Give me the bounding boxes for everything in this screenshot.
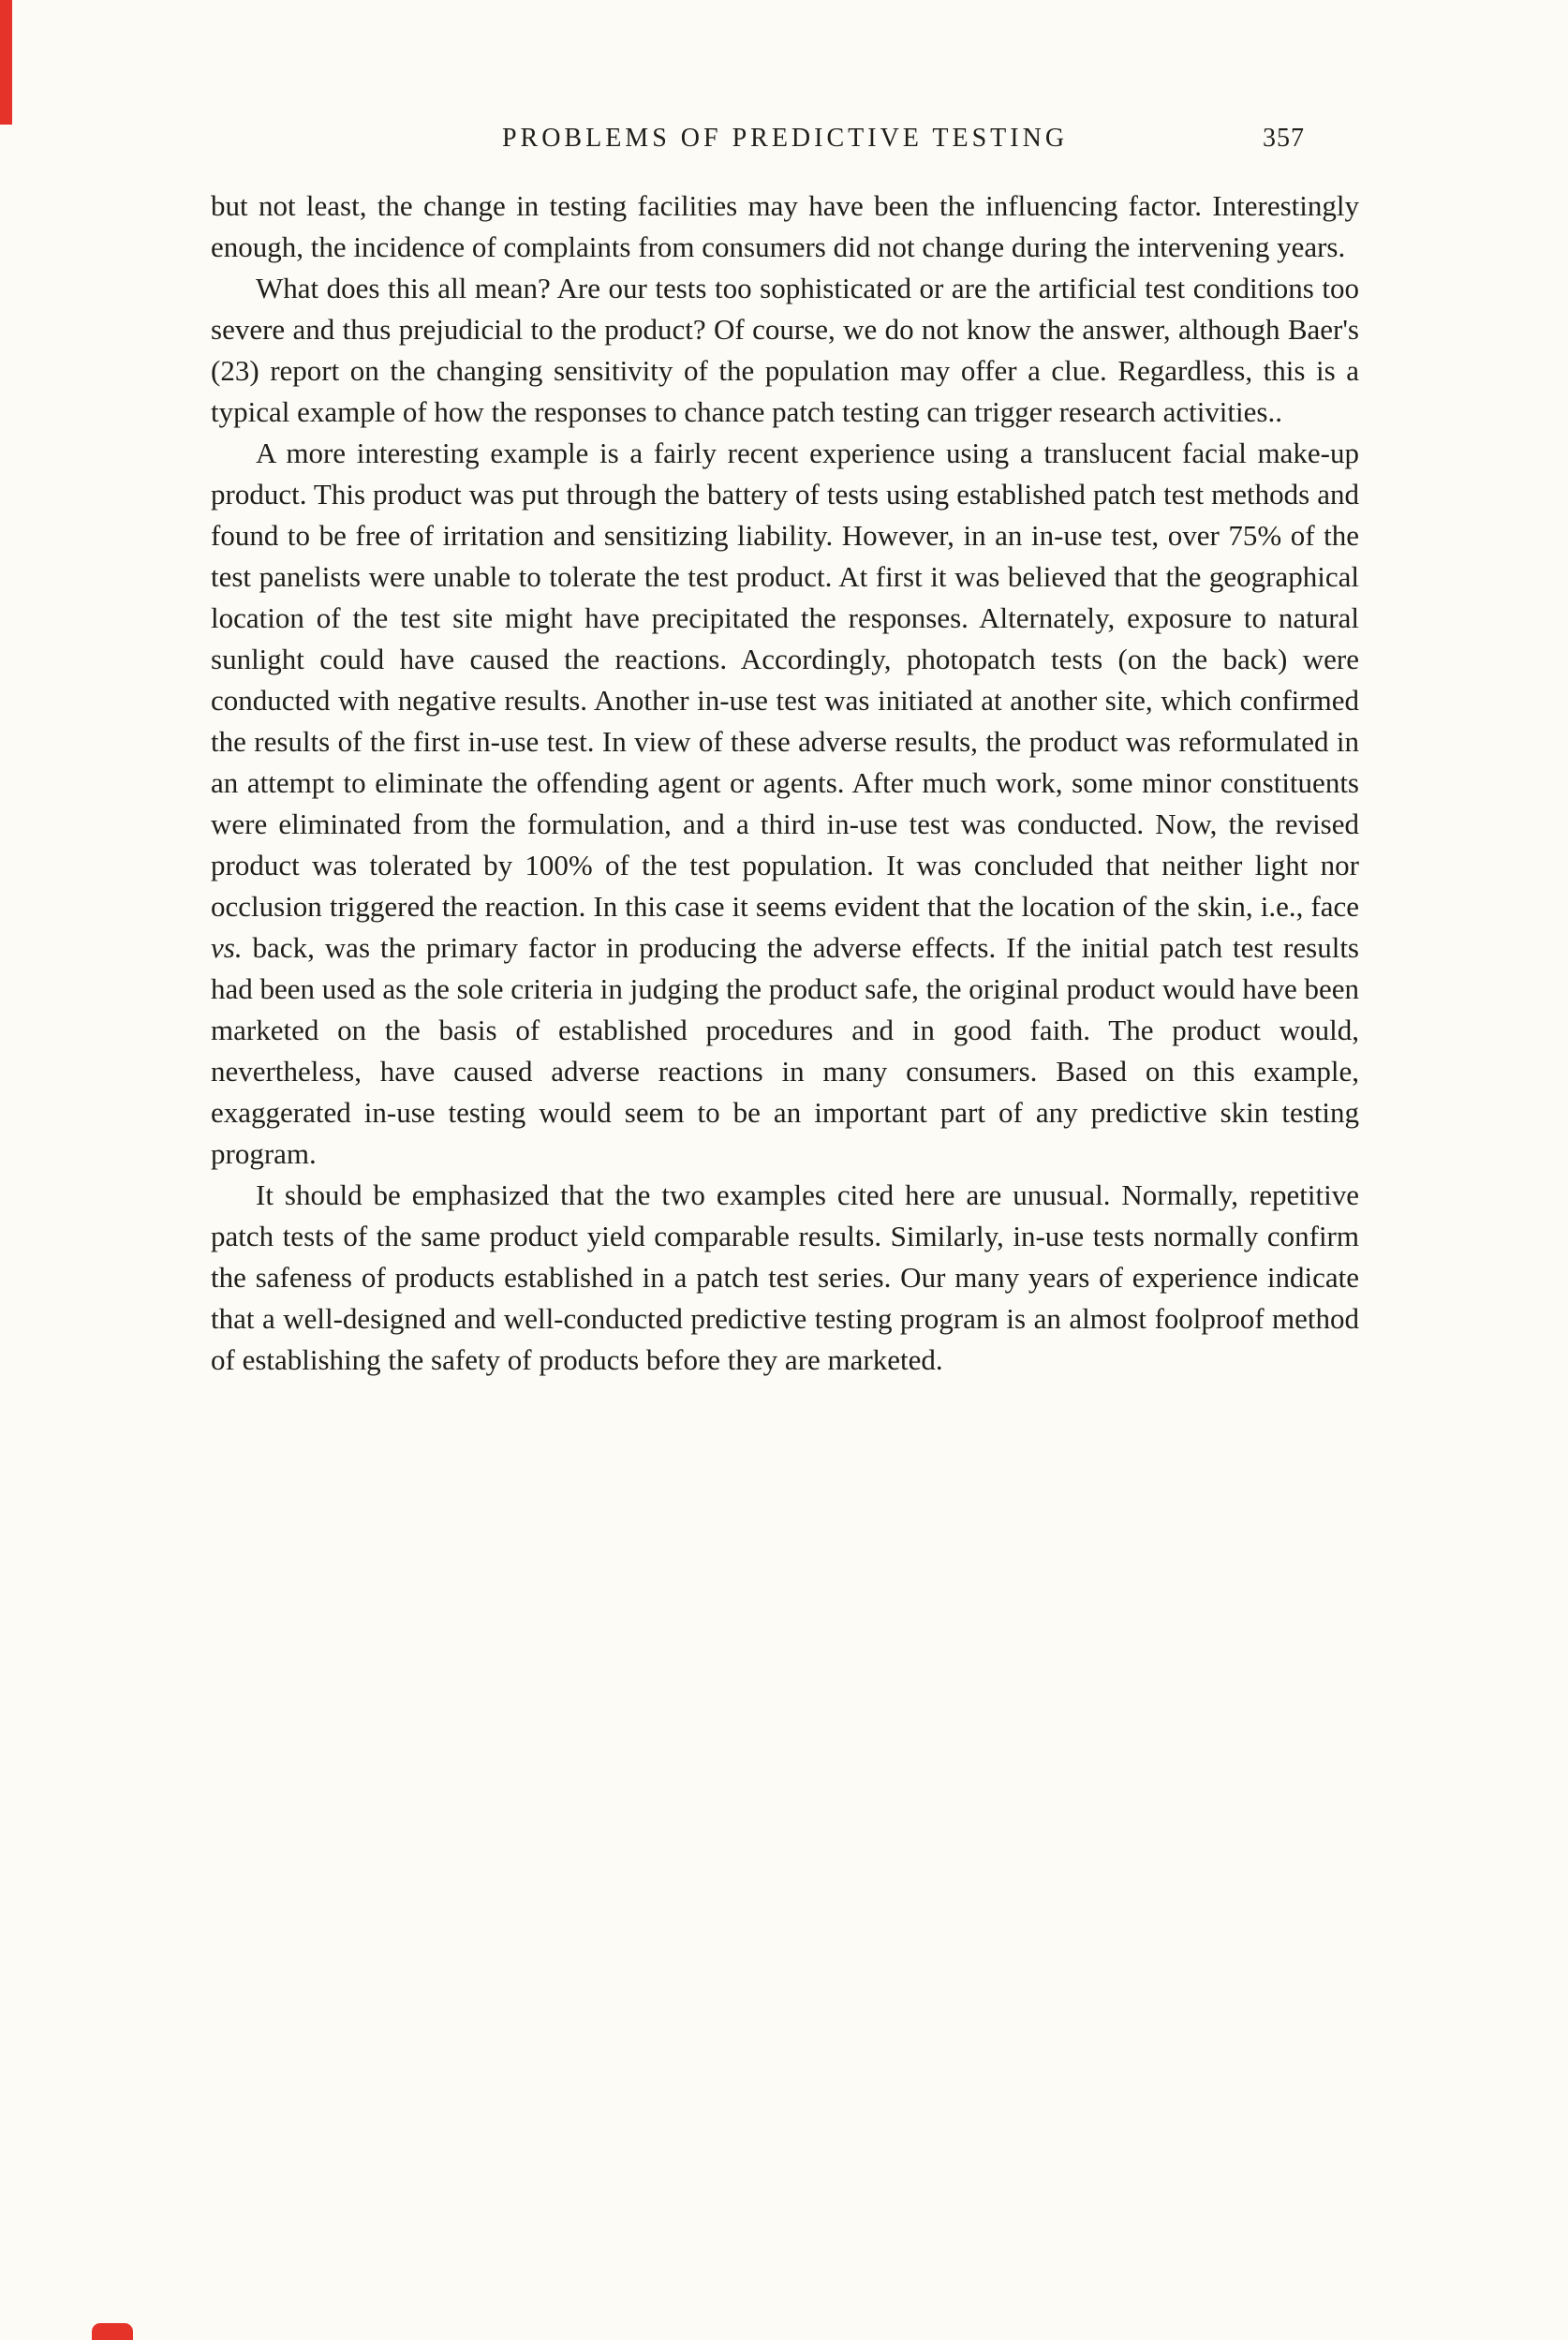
- red-scan-edge-mark-bottom-left: [92, 2323, 133, 2340]
- body-paragraphs: [211, 185, 1359, 1381]
- page-number: 357: [1263, 124, 1305, 153]
- red-scan-edge-mark-top-left: [0, 0, 12, 125]
- text-run: but not least, the change in testing facilities may have been the influencing factor. Interestingly enough, the incidence of complaints from consumers did not change during the intervening years.: [211, 189, 1359, 263]
- paragraph: [211, 1175, 1359, 1381]
- text-run: It should be emphasized that the two examples cited here are unusual. Normally, repetitive patch tests of the same product yield comparable results. Similarly, in-use tests normally confirm the safeness of products established in a patch test series. Our many years of experience indicate that a well-designed and well-conducted predictive testing program is an almost foolproof method of establishing the safety of products before they are marketed.: [211, 1178, 1359, 1376]
- page-header: [211, 124, 1359, 163]
- paragraph: [211, 268, 1359, 433]
- text-run: What does this all mean? Are our tests too sophisticated or are the artificial test conditions too severe and thus prejudicial to the product? Of course, we do not know the answer, although Baer's (23) report on the changing sensitivity of the population may offer a clue. Regardless, this is a typical example of how the responses to chance patch testing can trigger research activities..: [211, 272, 1359, 428]
- text-run: back, was the primary factor in producing the adverse effects. If the initial patch test results had been used as the sole criteria in judging the product safe, the original product would have been marketed on the basis of established procedures and in good faith. The product would, nevertheless, have caused adverse reactions in many consumers. Based on this example, exaggerated in-use testing would seem to be an important part of any predictive skin testing program.: [211, 931, 1359, 1170]
- paragraph: [211, 185, 1359, 268]
- paragraph: [211, 433, 1359, 1175]
- italic-text-run: vs.: [211, 931, 243, 964]
- running-title: PROBLEMS OF PREDICTIVE TESTING: [501, 124, 1069, 153]
- text-run: A more interesting example is a fairly recent experience using a translucent facial make-up product. This product was put through the battery of tests using established patch test methods and found to be free of irritation and sensitizing liability. However, in an in-use test, over 75% of the test panelists were unable to tolerate the test product. At first it was believed that the geographical location of the test site might have precipitated the responses. Alternately, exposure to natural sunlight could have caused the reactions. Accordingly, photopatch tests (on the back) were conducted with negative results. Another in-use test was initiated at another site, which confirmed the results of the first in-use test. In view of these adverse results, the product was reformulated in an attempt to eliminate the offending agent or agents. After much work, some minor constituents were eliminated from the formulation, and a third in-use test was conducted. Now, the revised product was tolerated by 100% of the test population. It was concluded that neither light nor occlusion triggered the reaction. In this case it seems evident that the location of the skin, i.e., face: [211, 437, 1359, 923]
